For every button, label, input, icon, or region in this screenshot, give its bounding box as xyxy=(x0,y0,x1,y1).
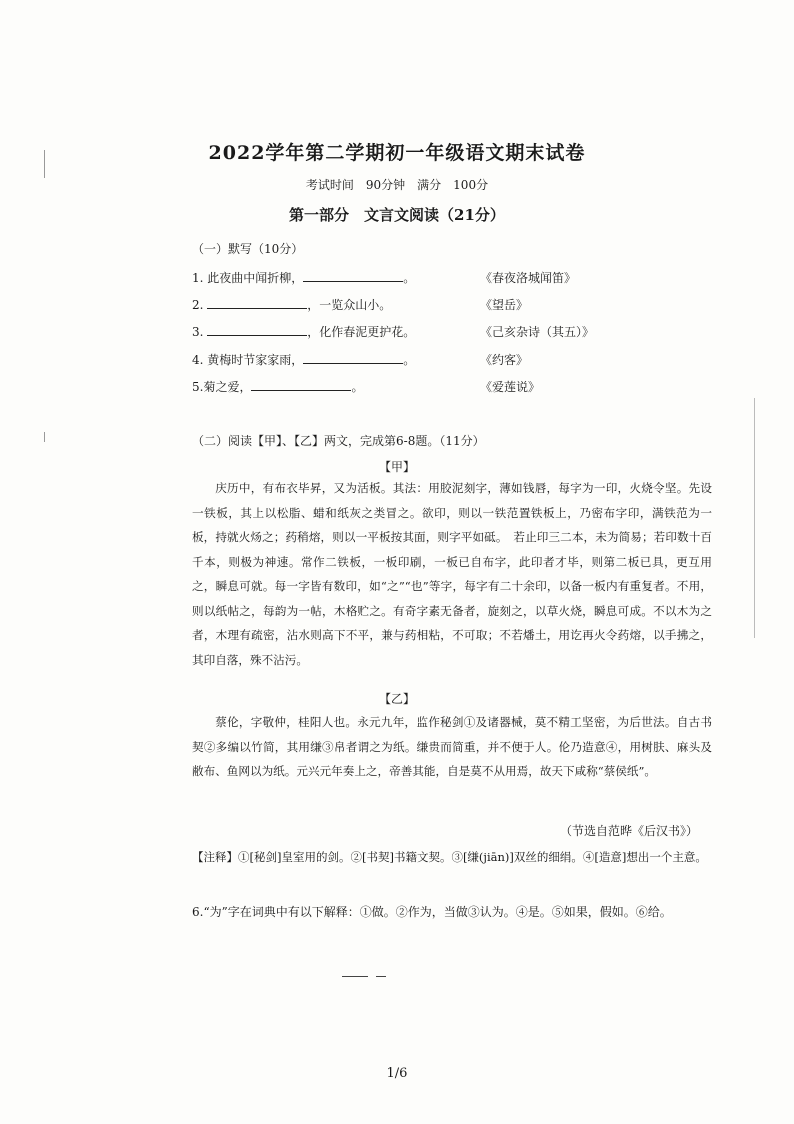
annotations: 【注释】①[秘剑]皇室用的剑。②[书契]书籍文契。③[缣(jiān)]双丝的细绢。④[造意]想出一个主意。 xyxy=(192,850,707,864)
exam-info: 考试时间 90分钟 满分 100分 xyxy=(305,178,489,192)
answer-blank[interactable] xyxy=(207,323,307,336)
scan-mark xyxy=(754,398,755,638)
answer-blank[interactable] xyxy=(303,351,403,364)
dictation-item-3: 3. ，化作春泥更护花。 xyxy=(192,325,416,339)
dictation-source-1: 《春夜洛城闻笛》 xyxy=(480,271,577,285)
section2-heading: （二）阅读【甲】、【乙】两文，完成第6-8题。（11分） xyxy=(192,434,485,448)
dictation-item-4: 4. 黄梅时节家家雨， 。 xyxy=(192,353,416,367)
passage-jia-text: 庆历中，有布衣毕昇，又为活板。其法：用胶泥刻字，薄如钱唇，每字为一印，火烧令坚。先设一铁板，其上以松脂、蜡和纸灰之类冒之。欲印，则以一铁范置铁板上，乃密布字印，满铁范为一板，持就火炀之；药稍熔，则以一平板按其面，则字平如砥。 若止印三二本，未为简易；若印数十百千本，则极为神速。常作二铁板，一板印刷，一板已自布字，此印者才毕，则第二板已具，更互用之，瞬息可就。每一字皆有数印，如“之”“也”等字，每字有二十余印，以备一板内有重复者。不用，则以纸帖之，每韵为一帖，木格贮之。有奇字素无备者，旋刻之，以草火烧，瞬息可成。不以木为之者，木理有疏密，沾水则高下不平，兼与药相粘，不可取；不若燔土，用讫再火令药熔，以手拂之，其印自落，殊不沾污。 xyxy=(192,481,712,667)
answer-blank[interactable] xyxy=(251,378,351,391)
answer-blank[interactable] xyxy=(207,296,307,309)
part-heading: 第一部分 文言文阅读（21分） xyxy=(289,206,505,224)
scan-mark xyxy=(376,976,386,977)
dictation-item-1: 1. 此夜曲中闻折柳， 。 xyxy=(192,271,416,285)
dictation-item-5: 5.菊之爱， 。 xyxy=(192,380,364,394)
passage-yi-text: 蔡伦，字敬仲，桂阳人也。永元九年，监作秘剑①及诸器械，莫不精工坚密，为后世法。自古书契②多编以竹简，其用缣③帛者谓之为纸。缣贵而简重，并不便于人。伦乃造意④，用树肤、麻头及敝布、鱼网以为纸。元兴元年奏上之，帝善其能，自是莫不从用焉，故天下咸称“蔡侯纸”。 xyxy=(192,715,712,778)
passage-reference: （节选自范晔《后汉书》） xyxy=(560,824,699,838)
dictation-source-2: 《望岳》 xyxy=(480,298,529,312)
passage-jia-label: 【甲】 xyxy=(378,460,415,474)
passage-yi xyxy=(192,710,712,784)
scan-mark xyxy=(44,150,45,178)
passage-jia xyxy=(192,476,712,672)
page-number: 1/6 xyxy=(386,1066,408,1081)
question-6: 6.“为”字在词典中有以下解释：①做。②作为，当做③认为。④是。⑤如果，假如。⑥给。 xyxy=(192,905,672,919)
passage-yi-label: 【乙】 xyxy=(378,692,415,706)
dictation-source-3: 《己亥杂诗（其五）》 xyxy=(480,325,595,339)
section1-heading: （一）默写（10分） xyxy=(192,242,304,256)
scan-mark xyxy=(44,432,45,442)
exam-title: 2022学年第二学期初一年级语文期末试卷 xyxy=(208,142,586,164)
dictation-source-5: 《爱莲说》 xyxy=(480,380,541,394)
dictation-item-2: 2. ，一览众山小。 xyxy=(192,298,392,312)
answer-blank[interactable] xyxy=(303,269,403,282)
dictation-source-4: 《约客》 xyxy=(480,353,529,367)
scan-mark xyxy=(342,976,368,977)
